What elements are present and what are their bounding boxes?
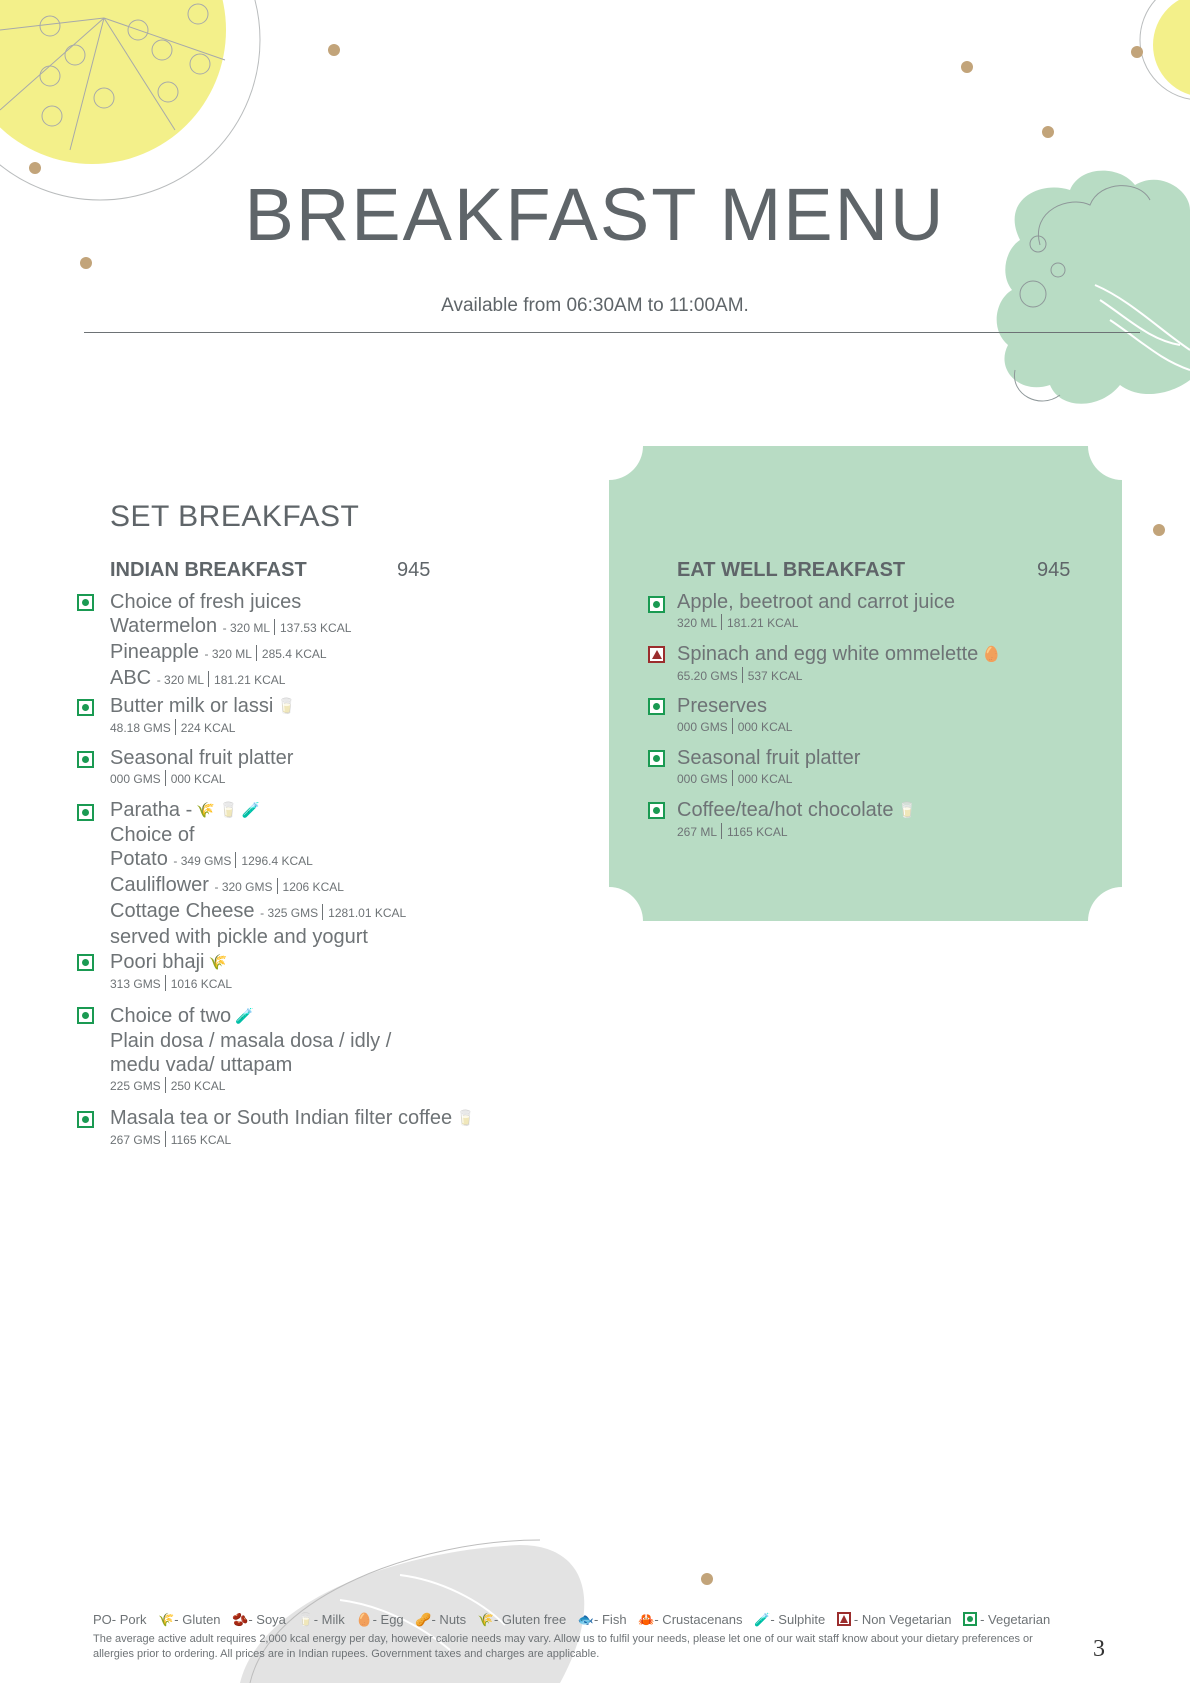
legend-soya: [232, 1612, 286, 1628]
soya-icon: 🫘: [232, 1612, 249, 1627]
item-name: Seasonal fruit platter: [110, 747, 294, 769]
item-quantity: 313 GMS: [110, 977, 161, 991]
vegetarian-icon: [648, 750, 665, 767]
vegetarian-icon: [77, 1007, 94, 1024]
egg-icon: 🥚: [982, 646, 1001, 663]
legend-crustaceans: [638, 1612, 742, 1628]
eat-well-panel: [609, 446, 1122, 921]
menu-item-egg-white-omelette: [677, 642, 1001, 683]
menu-item-choice-of-two: [110, 1004, 391, 1093]
legend-non-vegetarian: [837, 1612, 952, 1627]
menu-item-masala-tea: [110, 1106, 475, 1147]
menu-item-paratha: [110, 798, 406, 949]
legend-gluten-free: [478, 1612, 566, 1628]
gluten-icon: 🌾: [158, 1612, 175, 1627]
item-calories: 1165 KCAL: [727, 825, 788, 839]
sulphite-icon: 🧪: [754, 1612, 771, 1627]
lemon-slice-right-illustration: [1140, 0, 1190, 100]
nuts-icon: 🥜: [415, 1612, 432, 1627]
menu-item-juices: [110, 590, 351, 692]
menu-item-hot-beverages: [677, 798, 916, 839]
option-quantity: - 320 ML: [222, 621, 270, 635]
legend-sulphite: [754, 1612, 825, 1628]
item-calories: 000 KCAL: [170, 772, 226, 786]
option-name: Cottage Cheese: [110, 900, 255, 922]
item-name: Poori bhaji: [110, 951, 205, 973]
option-calories: 1206 KCAL: [282, 880, 344, 894]
page-title: BREAKFAST MENU: [244, 173, 946, 256]
allergen-legend: [93, 1612, 1058, 1628]
item-name: Masala tea or South Indian filter coffee: [110, 1107, 453, 1129]
paratha-option-cauliflower: [110, 873, 406, 899]
legend-vegetarian: [963, 1612, 1050, 1627]
legend-fish: [578, 1612, 627, 1628]
option-name: ABC: [110, 667, 152, 689]
paratha-option-potato: [110, 847, 406, 873]
paratha-option-cottage-cheese: [110, 899, 406, 925]
menu-item-butter-milk: [110, 694, 296, 735]
juice-option-pineapple: [110, 640, 351, 666]
option-name: Watermelon: [110, 615, 218, 637]
option-quantity: - 320 ML: [156, 673, 205, 687]
vegetarian-icon: [648, 698, 665, 715]
item-name: Coffee/tea/hot chocolate: [677, 799, 894, 821]
item-calories: 000 KCAL: [737, 772, 793, 786]
item-subtitle: Choice of: [110, 824, 195, 846]
fish-icon: 🐟: [577, 1612, 595, 1627]
vegetarian-icon: [77, 954, 94, 971]
milk-icon: 🥛: [277, 698, 297, 715]
option-calories: 181.21 KCAL: [214, 673, 286, 687]
item-quantity: 225 GMS: [110, 1079, 161, 1093]
item-name: Apple, beetroot and carrot juice: [677, 591, 955, 613]
section-title-set-breakfast: SET BREAKFAST: [110, 500, 360, 533]
menu-item-poori-bhaji: [110, 950, 232, 991]
item-name: Choice of fresh juices: [110, 591, 302, 613]
item-name: Spinach and egg white ommelette: [677, 643, 979, 665]
crab-icon: 🦀: [638, 1612, 655, 1627]
non-vegetarian-icon: [648, 646, 665, 663]
vegetarian-icon: [963, 1612, 977, 1626]
option-calories: 137.53 KCAL: [280, 621, 352, 635]
item-quantity: 65.20 GMS: [677, 669, 738, 683]
option-calories: 285.4 KCAL: [261, 647, 327, 661]
item-calories: 224 KCAL: [180, 721, 236, 735]
legend-gluten: [158, 1612, 220, 1628]
legend-label: - Soya: [248, 1612, 286, 1627]
item-quantity: 000 GMS: [110, 772, 161, 786]
vegetarian-icon: [648, 802, 665, 819]
indian-breakfast-heading: INDIAN BREAKFAST: [110, 559, 307, 581]
option-name: Potato: [110, 848, 168, 870]
legend-pork: PO- Pork: [93, 1612, 147, 1627]
eat-well-breakfast-price: 945: [1037, 559, 1071, 581]
milk-icon: 🥛: [456, 1110, 475, 1127]
vegetarian-icon: [648, 596, 665, 613]
legend-label: - Non Vegetarian: [853, 1612, 952, 1627]
legend-milk: [298, 1612, 345, 1628]
gluten-icon: 🌾: [196, 802, 215, 819]
item-accompaniment: served with pickle and yogurt: [110, 926, 368, 948]
item-quantity: 267 ML: [677, 825, 718, 839]
legend-egg: [356, 1612, 403, 1628]
legend-label: - Fish: [594, 1612, 627, 1627]
item-calories: 1165 KCAL: [170, 1133, 232, 1147]
legend-label: - Nuts: [431, 1612, 467, 1627]
option-calories: 1296.4 KCAL: [241, 854, 313, 868]
footer-disclaimer: The average active adult requires 2,000 kcal energy per day, however calorie needs may vary. Allow us to fulfil your needs, please let one of our wait staff know about your dietary preferences or allergies prior to ordering. All prices are in Indian rupees. Government taxes and charges are applicable.: [93, 1633, 1033, 1660]
juice-option-watermelon: [110, 614, 351, 640]
item-quantity: 48.18 GMS: [110, 721, 171, 735]
egg-icon: 🥚: [356, 1612, 373, 1627]
option-calories: 1281.01 KCAL: [328, 906, 407, 920]
non-vegetarian-icon: [837, 1612, 851, 1626]
item-name: Preserves: [677, 695, 768, 717]
option-name: Cauliflower: [110, 874, 209, 896]
vegetarian-icon: [77, 804, 94, 821]
availability-subtitle: Available from 06:30AM to 11:00AM.: [441, 295, 749, 316]
legend-label: - Crustacenans: [654, 1612, 743, 1627]
menu-item-fruit-platter-eatwell: [677, 746, 860, 786]
vegetarian-icon: [77, 594, 94, 611]
item-calories: 250 KCAL: [170, 1079, 226, 1093]
milk-icon: 🥛: [297, 1612, 314, 1627]
legend-label: - Gluten: [174, 1612, 221, 1627]
item-name: Choice of two: [110, 1005, 232, 1027]
juice-option-abc: [110, 666, 351, 692]
item-quantity: 320 ML: [677, 616, 718, 630]
item-calories: 537 KCAL: [747, 669, 803, 683]
menu-item-preserves: [677, 694, 792, 734]
vegetarian-icon: [77, 751, 94, 768]
gluten-icon: 🌾: [208, 954, 228, 971]
milk-icon: 🥛: [897, 802, 917, 819]
indian-breakfast-price: 945: [397, 559, 431, 581]
item-options: Plain dosa / masala dosa / idly /: [110, 1030, 392, 1052]
legend-nuts: [415, 1612, 466, 1628]
sulphite-icon: 🧪: [241, 802, 261, 819]
item-calories: 1016 KCAL: [170, 977, 233, 991]
legend-label: - Sulphite: [770, 1612, 826, 1627]
option-quantity: - 320 ML: [204, 647, 252, 661]
item-name: Seasonal fruit platter: [677, 747, 861, 769]
item-name: Butter milk or lassi: [110, 695, 274, 717]
option-quantity: - 349 GMS: [173, 854, 232, 868]
vegetarian-icon: [77, 699, 94, 716]
eat-well-breakfast-heading: EAT WELL BREAKFAST: [677, 559, 906, 581]
item-quantity: 000 GMS: [677, 772, 728, 786]
page-number: 3: [1093, 1636, 1105, 1662]
item-calories: 000 KCAL: [737, 720, 793, 734]
item-quantity: 267 GMS: [110, 1133, 161, 1147]
sulphite-icon: 🧪: [235, 1008, 254, 1025]
option-quantity: - 325 GMS: [260, 906, 319, 920]
legend-label: - Milk: [313, 1612, 345, 1627]
gluten-free-icon: 🌾: [477, 1612, 494, 1627]
legend-label: - Vegetarian: [980, 1612, 1051, 1627]
option-name: Pineapple: [110, 641, 199, 663]
item-calories: 181.21 KCAL: [727, 616, 799, 630]
item-options: medu vada/ uttapam: [110, 1054, 293, 1076]
option-quantity: - 320 GMS: [214, 880, 273, 894]
title-divider: [84, 332, 1140, 333]
item-quantity: 000 GMS: [677, 720, 728, 734]
vegetarian-icon: [77, 1111, 94, 1128]
menu-item-apple-juice: [677, 590, 955, 630]
item-name: Paratha -: [110, 799, 193, 821]
milk-icon: 🥛: [218, 802, 238, 819]
menu-item-fruit-platter: [110, 746, 293, 786]
legend-label: - Egg: [372, 1612, 404, 1627]
legend-label: - Gluten free: [493, 1612, 567, 1627]
